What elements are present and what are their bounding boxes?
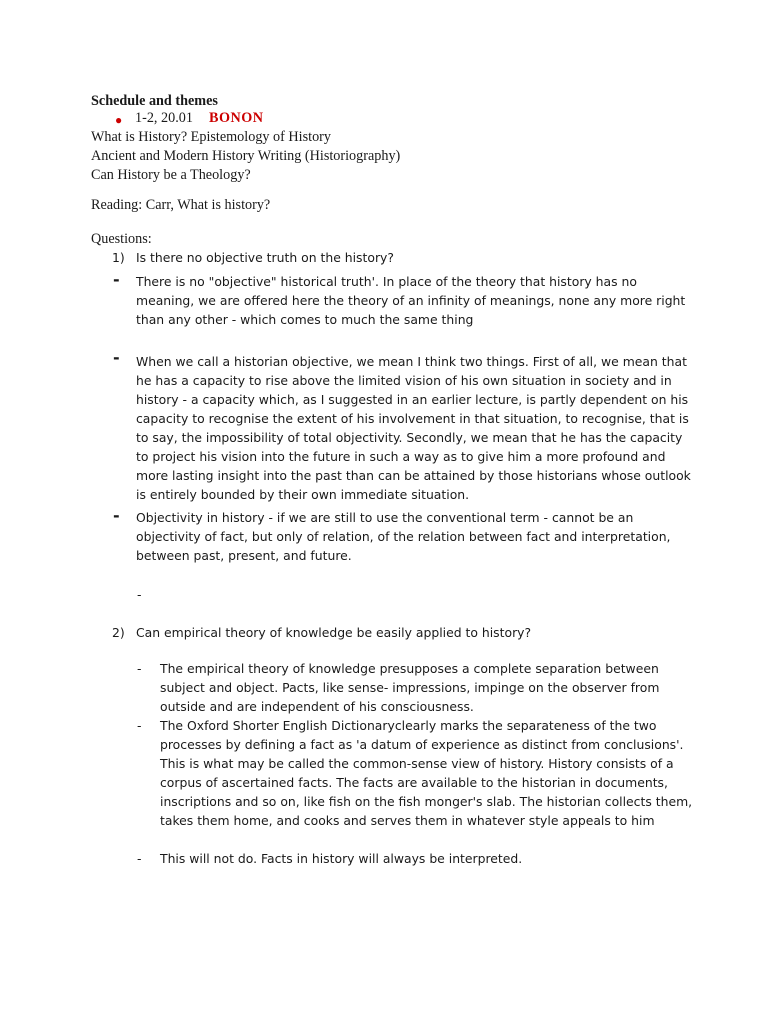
- dash-marker: -: [113, 348, 120, 367]
- dash-marker: -: [113, 270, 120, 289]
- reading-line: Reading: Carr, What is history?: [91, 197, 271, 213]
- questions-label: Questions:: [91, 231, 152, 247]
- question-text: Is there no objective truth on the history?: [136, 250, 394, 265]
- answer-paragraph: There is no "objective" historical truth'. In place of the theory that history has no meaning, we are offered here the theory of an infinity of meanings, none any more right than any other - which comes to much the same thing: [136, 274, 686, 327]
- answer-paragraph: The empirical theory of knowledge presupposes a complete separation between subject and object. Pacts, like sense- impressions, impinge on the observer from outside and are independent of his consciousness.: [160, 661, 660, 714]
- themes-list: [91, 128, 400, 185]
- session-date: 1-2, 20.01: [135, 110, 193, 126]
- theme-item: Ancient and Modern History Writing (Historiography): [91, 148, 401, 164]
- answer-paragraph: This will not do. Facts in history will always be interpreted.: [160, 851, 523, 866]
- dash-marker: -: [137, 718, 142, 733]
- dash-marker: -: [113, 506, 120, 525]
- dash-marker: -: [137, 851, 142, 866]
- dash-marker: -: [137, 661, 142, 676]
- bullet-icon: ●: [115, 113, 123, 127]
- question-number: 2): [112, 625, 125, 640]
- theme-item: Can History be a Theology?: [91, 167, 251, 183]
- theme-item: What is History? Epistemology of History: [91, 129, 331, 145]
- question-text: Can empirical theory of knowledge be easily applied to history?: [136, 625, 532, 640]
- session-name: BONON: [209, 110, 264, 126]
- answer-paragraph: The Oxford Shorter English Dictionaryclearly marks the separateness of the two processes by defining a fact as 'a datum of experience as distinct from conclusions'. This is what may be called the common-sense view of history. History consists of a corpus of ascertained facts. The facts are available to the historian in documents, inscriptions and so on, like fish on the fish monger's slab. The historian collects them, takes them home, and cooks and serves them in whatever style appeals to him: [160, 718, 693, 828]
- section-heading: Schedule and themes: [91, 93, 218, 109]
- answer-paragraph: Objectivity in history - if we are still to use the conventional term - cannot be an objectivity of fact, but only of relation, of the relation between fact and interpretation, between past, present, and future.: [136, 510, 671, 563]
- empty-dash-marker: -: [137, 587, 142, 602]
- answer-paragraph: When we call a historian objective, we mean I think two things. First of all, we mean that he has a capacity to rise above the limited vision of his own situation in society and in history - a capacity which, as I suggested in an earlier lecture, is partly dependent on his capacity to recognise the extent of his involvement in that situation, to recognise, that is to say, the impossibility of total objectivity. Secondly, we mean that he has the capacity to project his vision into the future in such a way as to give him a more profound and more lasting insight into the past than can be attained by those historians whose outlook is entirely bounded by their own immediate situation.: [136, 354, 691, 502]
- question-number: 1): [112, 250, 125, 265]
